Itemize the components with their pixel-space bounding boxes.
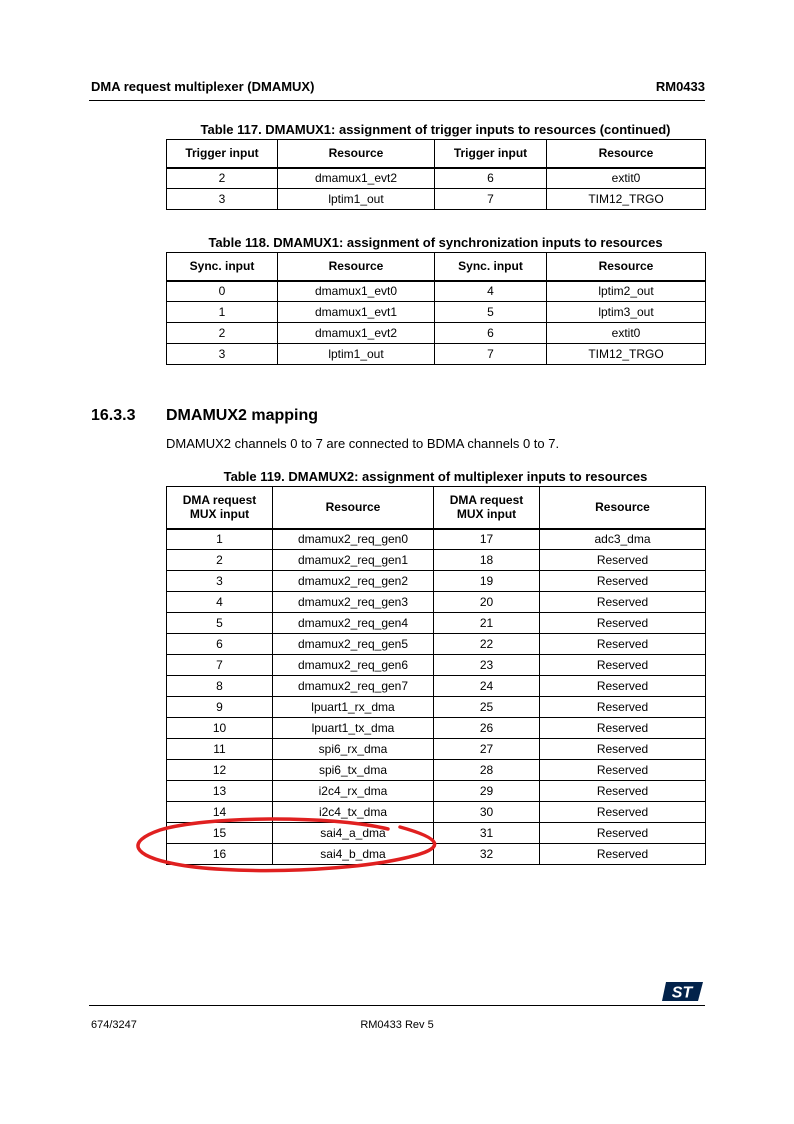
table-cell: TIM12_TRGO: [547, 344, 706, 365]
table-cell: dmamux1_evt2: [278, 168, 435, 189]
table-row: [167, 655, 706, 676]
table-cell: 5: [435, 302, 547, 323]
table-cell: dmamux2_req_gen7: [273, 676, 434, 697]
column-header: Resource: [278, 253, 435, 281]
table-cell: 27: [434, 739, 540, 760]
table-cell: 13: [167, 781, 273, 802]
table-cell: Reserved: [540, 571, 706, 592]
table-cell: dmamux2_req_gen3: [273, 592, 434, 613]
table-cell: 17: [434, 529, 540, 550]
table-cell: dmamux2_req_gen6: [273, 655, 434, 676]
table-row: [167, 697, 706, 718]
table-cell: i2c4_tx_dma: [273, 802, 434, 823]
table-cell: lptim1_out: [278, 189, 435, 210]
table-cell: Reserved: [540, 802, 706, 823]
table-row: [167, 571, 706, 592]
table-cell: 7: [435, 189, 547, 210]
table-cell: lptim2_out: [547, 281, 706, 302]
table-header-row: [167, 487, 706, 529]
table-cell: 6: [167, 634, 273, 655]
table-row: [167, 550, 706, 571]
table-cell: Reserved: [540, 781, 706, 802]
table-cell: dmamux2_req_gen0: [273, 529, 434, 550]
table-row: [167, 529, 706, 550]
table-cell: extit0: [547, 168, 706, 189]
table-cell: Reserved: [540, 613, 706, 634]
table-cell: lptim1_out: [278, 344, 435, 365]
table-cell: lptim3_out: [547, 302, 706, 323]
column-header: Trigger input: [435, 140, 547, 168]
table-117: [166, 139, 706, 210]
header-divider: [89, 100, 705, 101]
table-cell: adc3_dma: [540, 529, 706, 550]
column-header: Sync. input: [435, 253, 547, 281]
table-cell: 30: [434, 802, 540, 823]
column-header: Trigger input: [167, 140, 278, 168]
table-cell: 10: [167, 718, 273, 739]
table-row: [167, 189, 706, 210]
column-header: Sync. input: [167, 253, 278, 281]
table-cell: spi6_tx_dma: [273, 760, 434, 781]
table-row: [167, 676, 706, 697]
footer-page-number: 674/3247: [91, 1019, 137, 1031]
table-cell: spi6_rx_dma: [273, 739, 434, 760]
table-cell: 2: [167, 550, 273, 571]
table-cell: 23: [434, 655, 540, 676]
table-cell: 22: [434, 634, 540, 655]
table-cell: 26: [434, 718, 540, 739]
table-row: [167, 823, 706, 844]
table-cell: 2: [167, 323, 278, 344]
header-line: Resource: [325, 500, 381, 515]
table-row: [167, 281, 706, 302]
table-row: [167, 781, 706, 802]
table-cell: Reserved: [540, 676, 706, 697]
table-row: [167, 302, 706, 323]
table-cell: dmamux1_evt2: [278, 323, 435, 344]
table-cell: Reserved: [540, 655, 706, 676]
column-header: Resource: [547, 253, 706, 281]
table-cell: Reserved: [540, 634, 706, 655]
table-cell: Reserved: [540, 844, 706, 865]
table-cell: lpuart1_tx_dma: [273, 718, 434, 739]
st-logo-icon: [660, 980, 704, 1004]
table-row: [167, 739, 706, 760]
table-cell: 7: [167, 655, 273, 676]
table-cell: 28: [434, 760, 540, 781]
table-cell: Reserved: [540, 760, 706, 781]
table-118: [166, 252, 706, 365]
section-title: DMAMUX2 mapping: [166, 407, 318, 424]
table-cell: dmamux1_evt1: [278, 302, 435, 323]
table-cell: 24: [434, 676, 540, 697]
table-cell: i2c4_rx_dma: [273, 781, 434, 802]
table-row: [167, 592, 706, 613]
table-cell: 6: [435, 323, 547, 344]
table-118-caption: Table 118. DMAMUX1: assignment of synchronization inputs to resources: [208, 235, 663, 250]
table-row: [167, 344, 706, 365]
table-cell: dmamux2_req_gen1: [273, 550, 434, 571]
header-line: DMA request: [449, 493, 524, 508]
table-cell: sai4_a_dma: [273, 823, 434, 844]
table-row: [167, 760, 706, 781]
table-cell: 9: [167, 697, 273, 718]
section-number: 16.3.3: [91, 407, 136, 424]
table-cell: sai4_b_dma: [273, 844, 434, 865]
header-line: MUX input: [456, 507, 517, 522]
table-cell: 11: [167, 739, 273, 760]
table-row: [167, 613, 706, 634]
table-cell: 16: [167, 844, 273, 865]
header-doc-ref: RM0433: [655, 79, 705, 94]
table-cell: 25: [434, 697, 540, 718]
table-header-row: [167, 253, 706, 281]
section-text: DMAMUX2 channels 0 to 7 are connected to BDMA channels 0 to 7.: [166, 436, 560, 451]
table-cell: 12: [167, 760, 273, 781]
table-cell: 20: [434, 592, 540, 613]
table-cell: 31: [434, 823, 540, 844]
svg-text:ST: ST: [671, 984, 693, 1002]
table-cell: Reserved: [540, 697, 706, 718]
table-cell: 14: [167, 802, 273, 823]
table-cell: 6: [435, 168, 547, 189]
header-line: MUX input: [189, 507, 250, 522]
column-header: [273, 487, 434, 529]
column-header: Resource: [547, 140, 706, 168]
table-cell: 4: [167, 592, 273, 613]
footer-doc-rev: RM0433 Rev 5: [360, 1019, 434, 1031]
table-cell: 21: [434, 613, 540, 634]
table-row: [167, 718, 706, 739]
table-cell: dmamux2_req_gen4: [273, 613, 434, 634]
table-cell: 29: [434, 781, 540, 802]
table-cell: 2: [167, 168, 278, 189]
column-header: [540, 487, 706, 529]
table-cell: 0: [167, 281, 278, 302]
table-cell: 1: [167, 302, 278, 323]
table-cell: 3: [167, 344, 278, 365]
table-cell: lpuart1_rx_dma: [273, 697, 434, 718]
table-row: [167, 323, 706, 344]
table-cell: 8: [167, 676, 273, 697]
table-cell: Reserved: [540, 592, 706, 613]
table-cell: 1: [167, 529, 273, 550]
header-title: DMA request multiplexer (DMAMUX): [91, 79, 315, 94]
table-cell: 3: [167, 571, 273, 592]
table-cell: extit0: [547, 323, 706, 344]
table-117-caption: Table 117. DMAMUX1: assignment of trigger inputs to resources (continued): [200, 122, 671, 137]
table-cell: 18: [434, 550, 540, 571]
table-cell: dmamux2_req_gen5: [273, 634, 434, 655]
table-cell: 3: [167, 189, 278, 210]
footer-divider: [89, 1005, 705, 1006]
table-cell: dmamux2_req_gen2: [273, 571, 434, 592]
table-row: [167, 802, 706, 823]
table-cell: Reserved: [540, 718, 706, 739]
table-row: [167, 634, 706, 655]
table-119: [166, 486, 706, 865]
table-cell: TIM12_TRGO: [547, 189, 706, 210]
table-cell: 5: [167, 613, 273, 634]
header-line: DMA request: [182, 493, 257, 508]
table-row: [167, 168, 706, 189]
table-119-caption: Table 119. DMAMUX2: assignment of multiplexer inputs to resources: [223, 469, 648, 484]
table-cell: 4: [435, 281, 547, 302]
table-cell: Reserved: [540, 739, 706, 760]
table-cell: 32: [434, 844, 540, 865]
table-cell: Reserved: [540, 823, 706, 844]
table-cell: 15: [167, 823, 273, 844]
column-header: [434, 487, 540, 529]
table-row: [167, 844, 706, 865]
table-cell: dmamux1_evt0: [278, 281, 435, 302]
column-header: Resource: [278, 140, 435, 168]
table-cell: 7: [435, 344, 547, 365]
table-header-row: [167, 140, 706, 168]
column-header: [167, 487, 273, 529]
table-cell: Reserved: [540, 550, 706, 571]
table-cell: 19: [434, 571, 540, 592]
header-line: Resource: [595, 500, 650, 515]
